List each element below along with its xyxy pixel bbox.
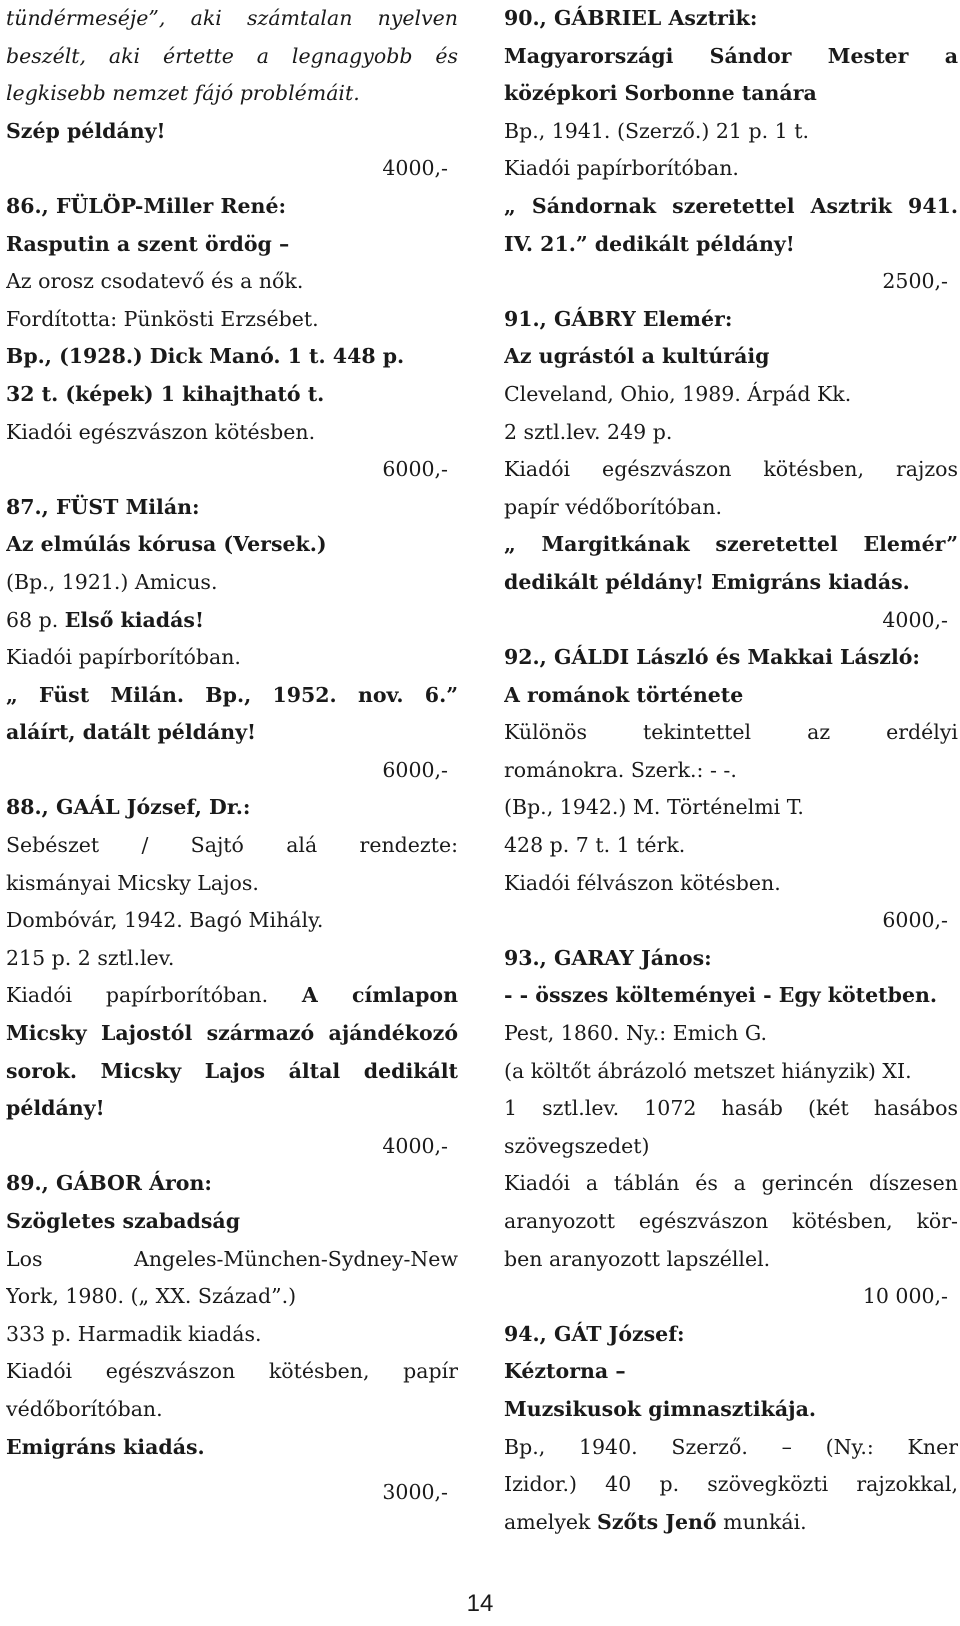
entry-title: Az elmúlás kórusa (Versek.)	[6, 532, 327, 557]
right-column	[504, 0, 958, 1541]
entry-line: IV. 21.” dedikált példány!	[504, 231, 795, 256]
entry-line: Bp., 1940. Szerző. – (Ny.: Kner	[504, 1434, 958, 1459]
entry-line: Különös tekintettel az erdélyi	[504, 720, 958, 745]
entry-line: 68 p. Első kiadás!	[6, 607, 204, 632]
price: 6000,-	[382, 457, 448, 482]
entry-line: Cleveland, Ohio, 1989. Árpád Kk.	[504, 381, 852, 406]
price: 4000,-	[382, 1133, 448, 1158]
price: 10 000,-	[862, 1284, 948, 1309]
entry-title: Az ugrástól a kultúráig	[504, 344, 770, 369]
entry-heading: 90., GÁBRIEL Asztrik:	[504, 6, 758, 30]
entry-line: amelyek Szőts Jenő munkái.	[504, 1509, 807, 1534]
entry-line: York, 1980. („ XX. Század”.)	[6, 1284, 297, 1309]
entry-title: Magyarországi Sándor Mester a	[504, 43, 958, 68]
entry-line: „ Füst Milán. Bp., 1952. nov. 6.”	[6, 682, 458, 707]
entry-line: Az orosz csodatevő és a nők.	[6, 269, 304, 294]
entry-title: Szögletes szabadság	[6, 1209, 241, 1233]
entry-line: Kiadói papírborítóban.	[504, 156, 739, 181]
entry-heading: 86., FÜLÖP-Miller René:	[6, 193, 287, 218]
entry-line: Kiadói egészvászon kötésben, papír	[6, 1359, 458, 1384]
entry-line: Los Angeles-München-Sydney-New	[6, 1246, 458, 1271]
entry-line: „ Margitkának szeretettel Elemér”	[504, 532, 958, 557]
entry-line: papír védőborítóban.	[504, 494, 722, 519]
entry-line: Fordította: Pünkösti Erzsébet.	[6, 306, 319, 331]
entry-line: védőborítóban.	[6, 1396, 163, 1421]
entry-title: A románok története	[504, 682, 744, 707]
entry-title: - - összes költeményei - Egy kötetben.	[504, 983, 938, 1008]
entry-line: aranyozott egészvászon kötésben, kör-	[504, 1209, 958, 1233]
entry-line: (a költőt ábrázoló metszet hiányzik) XI.	[504, 1058, 912, 1083]
entry-line: kismányai Micsky Lajos.	[6, 870, 259, 895]
price: 6000,-	[382, 757, 448, 782]
entry-title: Kéztorna –	[504, 1359, 626, 1384]
entry-line: szövegszedet)	[504, 1133, 650, 1158]
intro-line: beszélt, aki értette a legnagyobb és	[6, 43, 458, 68]
entry-heading: 89., GÁBOR Áron:	[6, 1171, 212, 1196]
entry-heading: 92., GÁLDI László és Makkai László:	[504, 645, 920, 670]
entry-line: Kiadói egészvászon kötésben, rajzos	[504, 457, 958, 482]
entry-line: 215 p. 2 sztl.lev.	[6, 945, 175, 970]
entry-line: Bp., (1928.) Dick Manó. 1 t. 448 p.	[6, 344, 405, 369]
entry-line: aláírt, datált példány!	[6, 720, 257, 745]
entry-title: középkori Sorbonne tanára	[504, 81, 817, 106]
left-column	[6, 0, 458, 1512]
price: 4000,-	[382, 156, 448, 181]
entry-line: Micsky Lajostól származó ajándékozó	[6, 1021, 458, 1046]
entry-line: Emigráns kiadás.	[6, 1434, 205, 1459]
entry-line: 428 p. 7 t. 1 térk.	[504, 833, 686, 858]
entry-title: Muzsikusok gimnasztikája.	[504, 1396, 816, 1421]
entry-heading: 87., FÜST Milán:	[6, 494, 200, 519]
entry-line: 2 sztl.lev. 249 p.	[504, 419, 673, 444]
price: 2500,-	[882, 269, 948, 294]
intro-line: legkisebb nemzet fájó problémáit.	[6, 81, 360, 106]
entry-heading: 91., GÁBRY Elemér:	[504, 306, 733, 331]
entry-line: Kiadói egészvászon kötésben.	[6, 419, 316, 444]
entry-line: Kiadói papírborítóban.	[6, 645, 241, 670]
entry-line: Izidor.) 40 p. szövegközti rajzokkal,	[504, 1472, 958, 1497]
entry-line: Dombóvár, 1942. Bagó Mihály.	[6, 908, 324, 933]
entry-line: sorok. Micsky Lajos által dedikált	[6, 1058, 458, 1083]
entry-line: 1 sztl.lev. 1072 hasáb (két hasábos	[504, 1096, 958, 1121]
entry-line: Bp., 1941. (Szerző.) 21 p. 1 t.	[504, 118, 809, 143]
intro-note: Szép példány!	[6, 118, 166, 143]
entry-line: dedikált példány! Emigráns kiadás.	[504, 569, 910, 594]
entry-line: „ Sándornak szeretettel Asztrik 941.	[504, 193, 958, 218]
entry-line: Kiadói félvászon kötésben.	[504, 870, 781, 895]
entry-line: Kiadói papírborítóban. A címlapon	[6, 983, 458, 1008]
page-number: 14	[466, 1590, 494, 1617]
entry-title: Rasputin a szent ördög –	[6, 231, 290, 256]
entry-line: Sebészet / Sajtó alá rendezte:	[6, 833, 458, 858]
intro-line: tündérmeséje”, aki számtalan nyelven	[6, 6, 458, 30]
entry-line: Pest, 1860. Ny.: Emich G.	[504, 1021, 768, 1046]
entry-line: példány!	[6, 1096, 105, 1121]
entry-line: ben aranyozott lapszéllel.	[504, 1246, 771, 1271]
entry-line: (Bp., 1942.) M. Történelmi T.	[504, 795, 804, 820]
entry-line: Kiadói a táblán és a gerincén díszesen	[504, 1171, 958, 1196]
entry-heading: 94., GÁT József:	[504, 1321, 685, 1346]
entry-heading: 93., GARAY János:	[504, 945, 712, 970]
entry-line: 333 p. Harmadik kiadás.	[6, 1321, 262, 1346]
entry-heading: 88., GAÁL József, Dr.:	[6, 795, 251, 820]
price: 6000,-	[882, 908, 948, 933]
entry-line: (Bp., 1921.) Amicus.	[6, 569, 218, 594]
price: 3000,-	[382, 1480, 448, 1505]
entry-line: 32 t. (képek) 1 kihajtható t.	[6, 381, 325, 406]
entry-line: románokra. Szerk.: - -.	[504, 757, 737, 782]
price: 4000,-	[882, 607, 948, 632]
